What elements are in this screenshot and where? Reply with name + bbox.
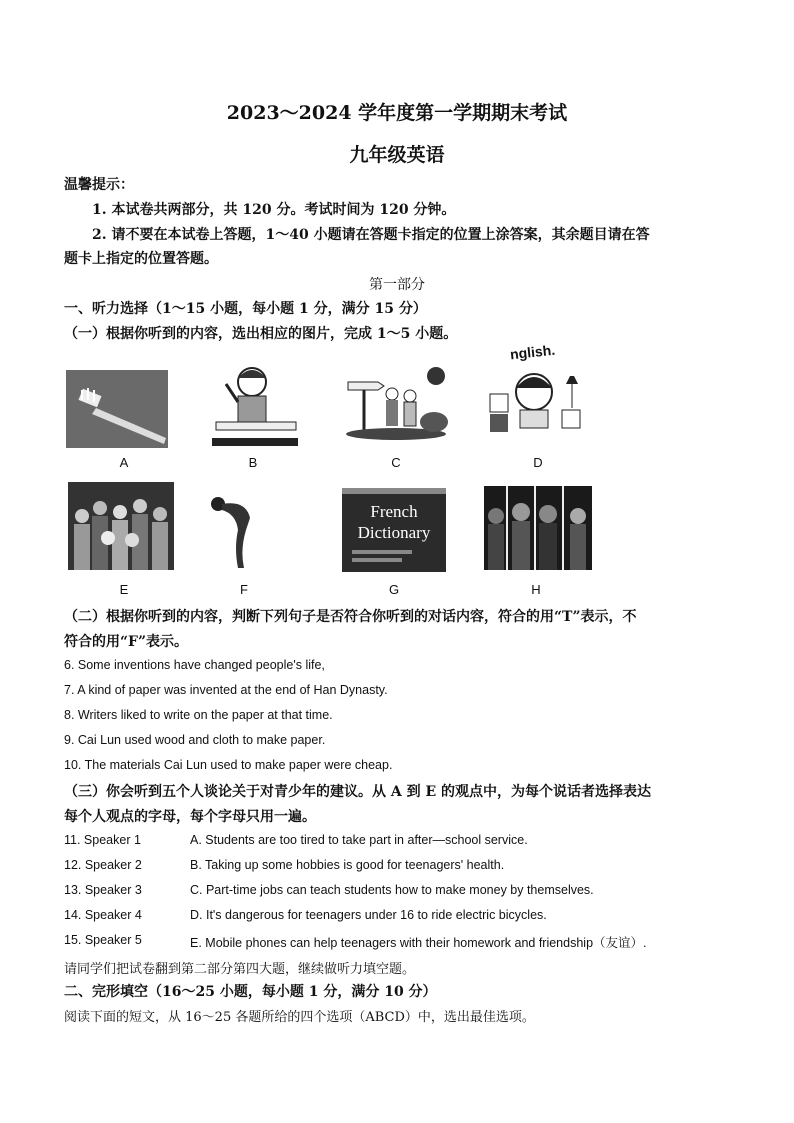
speaker-11: 11. Speaker 1 [64,833,141,847]
picture-g-french-dictionary [342,488,446,572]
tf-item-9: 9. Cai Lun used wood and cloth to make paper. [64,733,326,747]
speaker-12: 12. Speaker 2 [64,858,142,872]
picture-f-bowing-person [206,490,266,570]
picture-d-caption: nglish. [509,341,556,363]
picture-e-group-photo [68,482,174,570]
tf-item-10: 10. The materials Cai Lun used to make paper were cheap. [64,758,393,772]
section1-heading: 一、听力选择（1～15 小题，每小题 1 分，满分 15 分） [64,301,427,317]
picture-a-toothbrush [66,370,168,448]
picture-label-d: D [533,455,543,470]
tf-item-8: 8. Writers liked to write on the paper at that time. [64,708,333,722]
sub2-heading-line2: 符合的用“F”表示。 [64,634,189,650]
picture-label-g: G [388,582,400,597]
picture-label-e: E [119,582,129,597]
speaker-15: 15. Speaker 5 [64,933,142,947]
exam-subtitle: 九年级英语 [349,144,445,166]
picture-b-student [212,358,298,450]
dictionary-title-line2: Dictionary [357,523,431,542]
part1-title: 第一部分 [369,277,425,293]
picture-label-c: C [391,455,401,470]
turn-page-note: 请同学们把试卷翻到第二部分第四大题，继续做听力填空题。 [64,962,416,977]
sub3-heading-line2: 每个人观点的字母，每个字母只用一遍。 [64,809,316,825]
opinion-option-a: A. Students are too tired to take part in after—school service. [190,833,528,847]
tips-heading: 温馨提示： [64,177,134,193]
section2-heading: 二、完形填空（16～25 小题，每小题 1 分，满分 10 分） [64,984,437,1000]
opinion-option-c: C. Part-time jobs can teach students how to make money by themselves. [190,883,594,897]
opinion-option-d: D. It's dangerous for teenagers under 16 to ride electric bicycles. [190,908,547,922]
picture-label-f: F [240,582,248,597]
tf-item-7: 7. A kind of paper was invented at the end of Han Dynasty. [64,683,388,697]
tf-item-6: 6. Some inventions have changed people's life, [64,658,325,672]
sub2-heading-line1: （二）根据你听到的内容，判断下列句子是否符合你听到的对话内容，符合的用“T”表示，不 [64,609,637,625]
tip-item-1: 1. 本试卷共两部分，共 120 分。考试时间为 120 分钟。 [92,202,456,218]
picture-h-band-photo [484,486,592,570]
picture-label-b: B [248,455,258,470]
tip-item-2-line1: 2. 请不要在本试卷上答题，1～40 小题请在答题卡指定的位置上涂答案，其余题目请在答 [92,227,650,243]
picture-c-people-signpost [344,364,448,440]
speaker-13: 13. Speaker 3 [64,883,142,897]
dictionary-title-line1: French [370,502,418,521]
picture-label-h: H [531,582,541,597]
cloze-instruction: 阅读下面的短文，从 16～25 各题所给的四个选项（ABCD）中，选出最佳选项。 [64,1010,535,1025]
exam-title: 2023～2024 学年度第一学期期末考试 [226,102,568,124]
picture-d-girl-reading [482,341,586,444]
speaker-14: 14. Speaker 4 [64,908,142,922]
opinion-option-e: E. Mobile phones can help teenagers with their homework and friendship（友谊）. [190,936,647,950]
tip-item-2-line2: 题卡上指定的位置答题。 [64,251,218,267]
picture-label-a: A [119,455,129,470]
sub3-heading-line1: （三）你会听到五个人谈论关于对青少年的建议。从 A 到 E 的观点中，为每个说话者选择表达 [64,784,652,800]
sub1-heading: （一）根据你听到的内容，选出相应的图片，完成 1～5 小题。 [64,326,458,342]
opinion-option-b: B. Taking up some hobbies is good for teenagers' health. [190,858,505,872]
